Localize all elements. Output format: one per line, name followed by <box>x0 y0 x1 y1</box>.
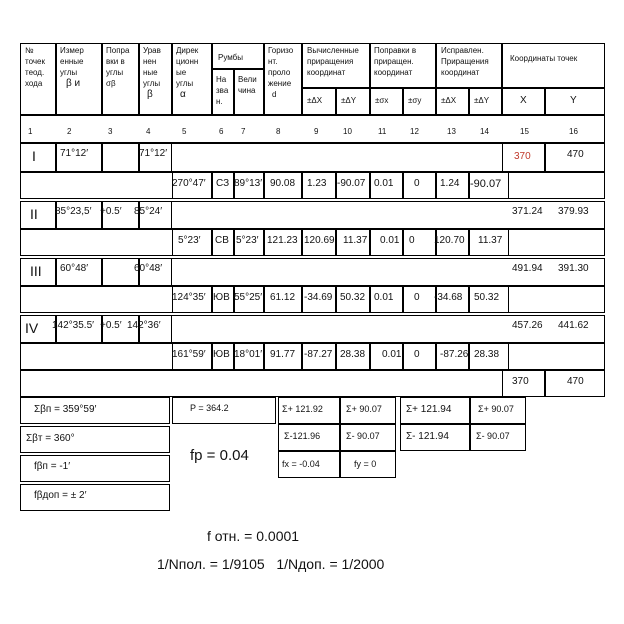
rhumb-name: СЗ <box>216 178 230 189</box>
angle-correction: +0.5′ <box>100 206 122 217</box>
fp-value: fp = 0.04 <box>190 447 249 464</box>
adjusted-angle: 71°12′ <box>139 148 168 159</box>
subhead-cx: ±ΔX <box>441 96 457 105</box>
coord-y: 470 <box>567 149 584 160</box>
f-beta-allowed: fβдоп = ± 2′ <box>34 490 87 501</box>
horizontal-distance: 90.08 <box>270 178 296 189</box>
header-coordinates-cell <box>502 43 605 88</box>
col-number: 15 <box>520 127 529 136</box>
point-name: III <box>30 263 42 279</box>
sum-beta-practical: Σβп = 359°59′ <box>34 404 97 415</box>
adjusted-angle: 60°48′ <box>134 263 163 274</box>
header-horizontal: Горизо нт. проло жение d <box>268 46 294 99</box>
point-name: IV <box>25 320 39 336</box>
relative-error: f отн. = 0.0001 <box>207 528 300 544</box>
header-correction: Попра вки в углы σβ <box>106 46 130 88</box>
corrected-dx: 120.70 <box>434 235 465 246</box>
correction-y: 0 <box>414 349 420 360</box>
fx-value: fx = -0.04 <box>282 459 320 469</box>
directional-angle: 270°47′ <box>172 178 206 189</box>
header-rhumb-value: Вели чина <box>238 75 257 95</box>
header-directional: Дирек ционн ые углы α <box>176 46 199 100</box>
f-beta-practical: fβп = -1′ <box>34 461 71 472</box>
measured-angle: 85°23,5′ <box>55 206 92 217</box>
col-number: 14 <box>480 127 489 136</box>
coord-x: 491.94 <box>512 263 543 274</box>
header-computed: Вычисленные приращения координат <box>307 46 359 77</box>
point-name-cell <box>20 143 56 172</box>
col-number: 13 <box>447 127 456 136</box>
header-point: № точек теод. хода <box>25 46 45 88</box>
final-y: 470 <box>567 376 584 387</box>
header-corrections: Поправки в приращен. координат <box>374 46 417 77</box>
rhumb-value: 18°01′ <box>234 349 263 360</box>
rhumb-name: ЮВ <box>213 292 230 303</box>
computed-dx: -87.27 <box>304 349 333 360</box>
sum-cx-plus: Σ+ 121.94 <box>406 404 452 415</box>
horizontal-distance: 121.23 <box>267 235 298 246</box>
correction-x: 0.01 <box>380 235 400 246</box>
corrected-dx: -87.26 <box>440 349 469 360</box>
col-number: 16 <box>569 127 578 136</box>
angle-correction: +0.5′ <box>100 320 122 331</box>
col-number: 5 <box>182 127 187 136</box>
fy-value: fy = 0 <box>354 459 377 469</box>
horizontal-distance: 91.77 <box>270 349 296 360</box>
col-number: 11 <box>378 127 387 136</box>
coord-y: 391.30 <box>558 263 589 274</box>
subhead-sy: ±σy <box>408 96 422 105</box>
subhead-y: Y <box>570 95 577 106</box>
col-number: 10 <box>343 127 352 136</box>
measured-angle: 71°12′ <box>60 148 89 159</box>
perimeter: P = 364.2 <box>190 403 229 413</box>
corrected-dx: 1.24 <box>440 178 460 189</box>
header-adjusted: Урав нен ные углы β <box>143 46 161 100</box>
coord-x: 370 <box>514 151 531 162</box>
coord-y: 379.93 <box>558 206 589 217</box>
header-corrected: Исправлен. Приращения координат <box>441 46 489 77</box>
correction-y: 0 <box>409 235 415 246</box>
point-name: I <box>32 148 36 164</box>
ratio-line: 1/Nпол. = 1/9105 1/Nдоп. = 1/2000 <box>157 556 385 572</box>
coord-x: 371.24 <box>512 206 543 217</box>
rhumb-value: 89°13′ <box>234 178 263 189</box>
sum-dx-plus: Σ+ 121.92 <box>282 404 323 414</box>
computed-dy: 50.32 <box>340 292 366 303</box>
col-number: 1 <box>28 127 33 136</box>
sum-cx-minus: Σ- 121.94 <box>406 431 449 442</box>
coord-x: 457.26 <box>512 320 543 331</box>
col-number: 3 <box>108 127 113 136</box>
sum-dy-plus: Σ+ 90.07 <box>346 404 382 414</box>
measured-angle: 142°35.5′ <box>52 320 95 331</box>
computed-dx: 1.23 <box>307 178 327 189</box>
correction-y: 0 <box>414 292 420 303</box>
correction-x: 0.01 <box>374 292 394 303</box>
header-measured: Измер енные углы β и <box>60 46 84 89</box>
directional-angle: 161°59′ <box>172 349 206 360</box>
col-number: 12 <box>410 127 419 136</box>
adjusted-angle: 142°36′ <box>127 320 161 331</box>
point-name: II <box>30 206 38 222</box>
corrected-dy: 28.38 <box>474 349 500 360</box>
point-name-cell <box>20 201 56 229</box>
corrected-dy: 11.37 <box>478 235 503 246</box>
subhead-dx: ±ΔX <box>307 96 323 105</box>
subhead-dy: ±ΔY <box>341 96 357 105</box>
header-rhumbs: Румбы <box>218 53 243 62</box>
subhead-sx: ±σx <box>375 96 389 105</box>
correction-x: 0.01 <box>382 349 402 360</box>
computed-dx: -34.69 <box>304 292 333 303</box>
coord-y: 441.62 <box>558 320 589 331</box>
col-number: 8 <box>276 127 281 136</box>
computed-dy: 28.38 <box>340 349 366 360</box>
correction-cell <box>102 143 139 172</box>
col-number: 6 <box>219 127 224 136</box>
col-number: 4 <box>146 127 151 136</box>
header-coordinates: Координаты точек <box>510 54 578 63</box>
corrected-dx: -34.68 <box>434 292 463 303</box>
directional-angle: 5°23′ <box>178 235 201 246</box>
corrected-dy: -90.07 <box>470 178 502 190</box>
sum-beta-theoretical: Σβт = 360° <box>26 433 75 444</box>
adjusted-angle: 85°24′ <box>134 206 163 217</box>
computed-dy: 11.37 <box>343 235 368 246</box>
rhumb-value: 55°25′ <box>234 292 263 303</box>
sum-cy-plus: Σ+ 90.07 <box>478 404 514 414</box>
header-rhumb-name: На зва н. <box>216 75 229 106</box>
correction-y: 0 <box>414 178 420 189</box>
rhumb-name: ЮВ <box>213 349 230 360</box>
sum-cy-minus: Σ- 90.07 <box>476 431 510 441</box>
sy-cell <box>403 229 436 256</box>
corrected-dy: 50.32 <box>474 292 500 303</box>
col-number: 2 <box>67 127 72 136</box>
subhead-x: X <box>520 95 527 106</box>
rhumb-name: СВ <box>215 235 229 246</box>
correction-x: 0.01 <box>374 178 394 189</box>
col-number: 9 <box>314 127 319 136</box>
final-x: 370 <box>512 376 529 387</box>
sum-dy-minus: Σ- 90.07 <box>346 431 380 441</box>
computed-dy: -90.07 <box>337 178 366 189</box>
subhead-cy: ±ΔY <box>474 96 490 105</box>
rhumb-value: 5°23′ <box>236 235 259 246</box>
horizontal-distance: 61.12 <box>270 292 296 303</box>
measured-angle: 60°48′ <box>60 263 89 274</box>
sum-dx-minus: Σ-121.96 <box>284 431 321 441</box>
col-number: 7 <box>241 127 246 136</box>
directional-angle: 124°35′ <box>172 292 206 303</box>
computed-dx: 120.69 <box>304 235 335 246</box>
